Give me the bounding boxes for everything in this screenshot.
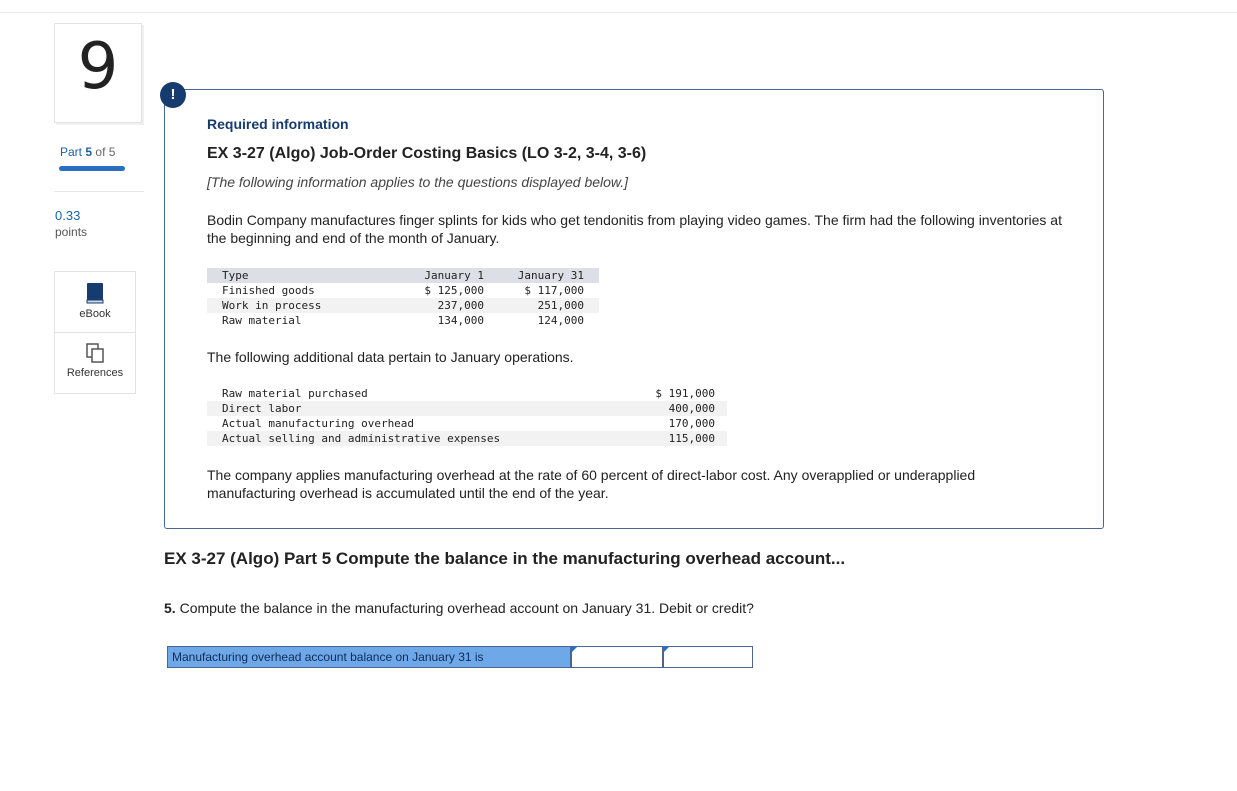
debit-credit-input[interactable] (663, 646, 753, 668)
table-row (207, 298, 599, 313)
additional-data-table (207, 386, 727, 446)
answer-label: Manufacturing overhead account balance on January 31 is (167, 646, 571, 668)
answer-row (167, 646, 753, 668)
inventory-table (207, 268, 599, 328)
part-indicator (60, 145, 115, 159)
part-current: 5 (85, 145, 93, 159)
table-row (207, 431, 727, 446)
question-number: 9 (77, 30, 119, 104)
table-row (207, 401, 727, 416)
references-icon (86, 343, 104, 363)
cell-jan1: 237,000 (437, 299, 484, 312)
question-title: EX 3-27 (Algo) Part 5 Compute the balance in the manufacturing overhead account... (164, 549, 846, 568)
question-number-card (54, 23, 142, 123)
table-row (207, 416, 727, 431)
table-row (207, 313, 599, 328)
additional-data-paragraph: The following additional data pertain to January operations. (207, 349, 574, 365)
question-number-label: 5. (164, 600, 176, 616)
book-icon (86, 282, 104, 304)
question-text (164, 600, 754, 616)
divider (54, 191, 144, 192)
question-body: Compute the balance in the manufacturing overhead account on January 31. Debit or credit? (179, 600, 754, 616)
cell-jan1: 134,000 (437, 314, 484, 327)
cell-jan1: $ 125,000 (424, 284, 484, 297)
points-label: points (55, 225, 88, 239)
table-row (207, 283, 599, 298)
cell-amount: $ 191,000 (655, 387, 715, 400)
cell-amount: 115,000 (668, 432, 715, 445)
applies-note: [The following information applies to the questions displayed below.] (207, 174, 629, 190)
intro-paragraph: Bodin Company manufactures finger splints for kids who get tendonitis from playing video games. The firm had the following inventories at the beginning and end of the month of January. (207, 212, 1062, 246)
cell-jan31: $ 117,000 (524, 284, 584, 297)
exercise-title: EX 3-27 (Algo) Job-Order Costing Basics (LO 3-2, 3-4, 3-6) (207, 145, 647, 162)
tools-panel (54, 271, 136, 394)
table-row (207, 386, 727, 401)
references-button[interactable] (55, 333, 135, 393)
cell-amount: 400,000 (668, 402, 715, 415)
cell-type: Raw material (222, 314, 302, 327)
alert-icon: ! (160, 82, 186, 108)
overhead-rate-paragraph: The company applies manufacturing overhead at the rate of 60 percent of direct-labor cost. Any overapplied or underapplied manufacturing overhead is accumulated until the end of the year. (207, 467, 976, 501)
cell-amount: 170,000 (668, 417, 715, 430)
ebook-label: eBook (79, 308, 111, 320)
cell-item: Actual manufacturing overhead (222, 417, 415, 430)
cell-type: Work in process (222, 299, 322, 312)
cell-item: Raw material purchased (222, 387, 368, 400)
header-jan1: January 1 (424, 269, 484, 282)
cell-type: Finished goods (222, 284, 315, 297)
input-marker-icon (572, 646, 578, 652)
cell-item: Direct labor (222, 402, 302, 415)
table-header-row (207, 268, 599, 283)
ebook-button[interactable] (55, 272, 135, 333)
header-jan31: January 31 (517, 269, 584, 282)
references-label: References (66, 367, 124, 379)
top-divider (0, 12, 1237, 13)
cell-item: Actual selling and administrative expenses (222, 432, 501, 445)
header-type: Type (222, 269, 249, 282)
part-progress-bar (59, 166, 125, 171)
part-total: of 5 (95, 145, 116, 159)
required-information-heading: Required information (207, 116, 349, 132)
points-value: 0.33 (55, 208, 81, 223)
part-prefix: Part (60, 145, 83, 159)
amount-input[interactable] (571, 646, 663, 668)
input-marker-icon (664, 646, 670, 652)
points-display (55, 208, 87, 240)
cell-jan31: 251,000 (537, 299, 584, 312)
cell-jan31: 124,000 (537, 314, 584, 327)
